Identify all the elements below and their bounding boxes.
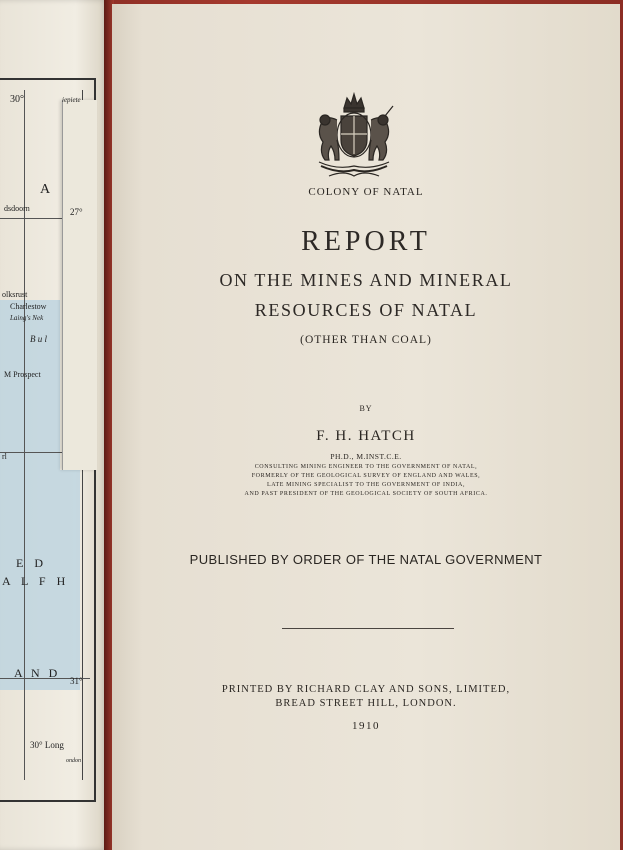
- map-label-place: Charlestow: [10, 302, 47, 311]
- subtitle-line-1: ON THE MINES AND MINERAL: [219, 270, 513, 290]
- foldout-map-page: [0, 0, 108, 850]
- horizontal-rule: [282, 628, 454, 629]
- colony-heading: COLONY OF NATAL: [308, 186, 424, 198]
- subtitle-note: (OTHER THAN COAL): [300, 334, 432, 346]
- map-label-place: rl: [2, 452, 7, 461]
- publication-authority: PUBLISHED BY ORDER OF THE NATAL GOVERNMENT: [189, 552, 543, 567]
- map-label-place: ondon: [66, 758, 81, 764]
- author-credential-line: FORMERLY OF THE GEOLOGICAL SURVEY OF ENGLAND AND WALES,: [251, 473, 481, 479]
- map-label-place: B u l: [30, 334, 47, 344]
- map-label-place: Laing's Nek: [10, 314, 44, 322]
- map-label-place: M Prospect: [4, 370, 41, 379]
- subtitle-line-2: RESOURCES OF NATAL: [254, 300, 478, 320]
- author-credential-line: CONSULTING MINING ENGINEER TO THE GOVERNMENT OF NATAL,: [254, 464, 478, 470]
- map-label-lon-bottom: 30° Long: [30, 740, 64, 750]
- royal-coat-of-arms-emblem: [299, 90, 409, 182]
- author-credential-line: LATE MINING SPECIALIST TO THE GOVERNMENT OF INDIA,: [266, 482, 466, 488]
- printer-line-2: BREAD STREET HILL, LONDON.: [275, 698, 457, 709]
- map-label-place: iepiete: [62, 96, 81, 104]
- author-degrees: PH.D., M.INST.C.E.: [330, 452, 402, 461]
- author-name: F. H. HATCH: [316, 428, 416, 444]
- publication-year: 1910: [352, 720, 380, 732]
- report-title: REPORT: [301, 226, 431, 257]
- printer-line-1: PRINTED BY RICHARD CLAY AND SONS, LIMITED,: [221, 684, 511, 695]
- author-credential-line: AND PAST PRESIDENT OF THE GEOLOGICAL SOCIETY OF SOUTH AFRICA.: [244, 491, 488, 497]
- map-label-lon-top: 30°: [10, 94, 24, 105]
- map-label-region: A N D: [14, 666, 61, 680]
- map-label-place: dsdoorn: [4, 204, 30, 213]
- map-fold-flap: [62, 100, 97, 470]
- map-label-place: olksrust: [2, 290, 28, 299]
- map-label-region: A: [40, 182, 51, 197]
- map-label-lat: 27°: [70, 207, 83, 217]
- map-label-lat: 31°: [70, 676, 83, 686]
- by-line: BY: [359, 404, 373, 413]
- map-label-region: A L F H: [2, 574, 70, 588]
- title-page: [112, 4, 620, 850]
- map-label-region: E D: [16, 556, 47, 570]
